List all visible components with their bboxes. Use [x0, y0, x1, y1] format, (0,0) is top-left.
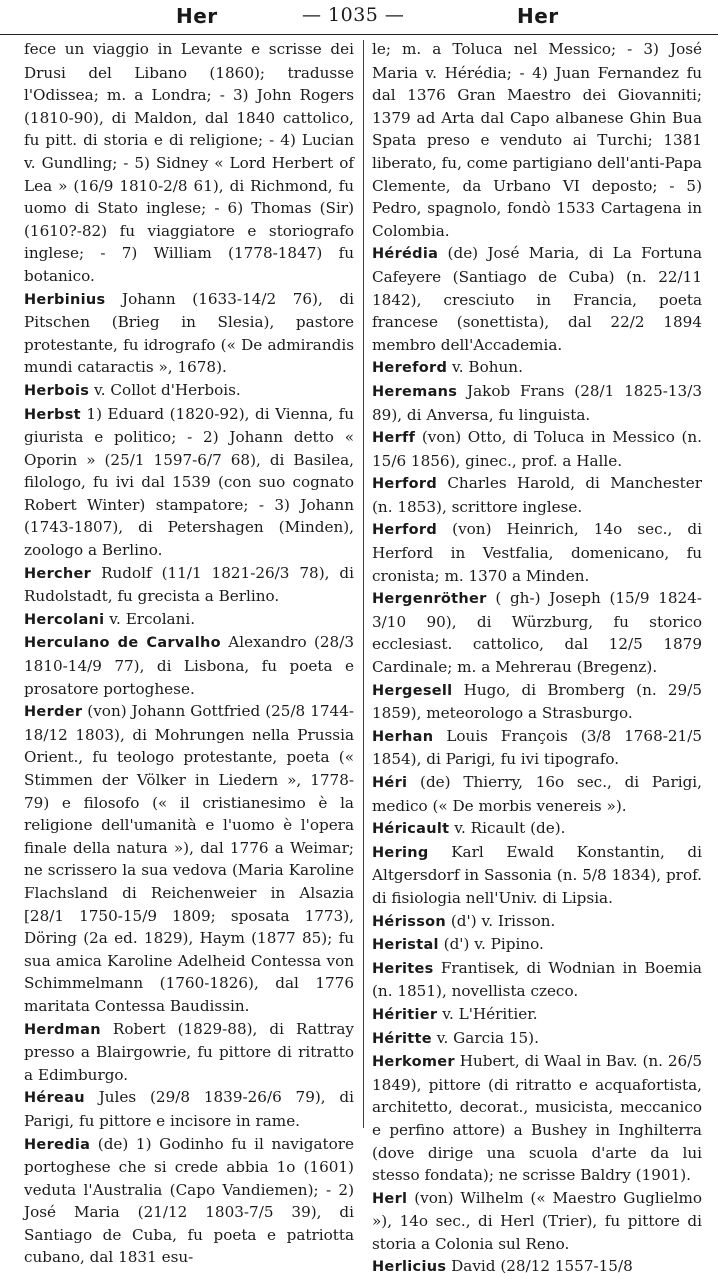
entry-headword: Heremans	[372, 383, 458, 400]
entry-text: Jules (29/8 1839-26/6 79), di Parigi, fu pittore e incisore in rame.	[24, 1088, 354, 1130]
entry-text: (de) José Maria, di La Fortuna Cafeyere (Santiago de Cuba) (n. 22/11 1842), cresciuto in Francia, poeta francese (sonettista), dal 22/2 1894 membro dell'Accademia.	[372, 244, 702, 354]
dictionary-entry	[24, 1133, 354, 1270]
dictionary-entry	[372, 1255, 702, 1279]
entry-headword: Hercher	[24, 565, 92, 582]
entry-headword: Herder	[24, 704, 83, 721]
entry-headword: Herdman	[24, 1021, 101, 1038]
entry-headword: Heristal	[372, 937, 439, 954]
column-divider	[363, 40, 364, 1128]
entry-text: Hubert, di Waal in Bav. (n. 26/5 1849), pittore (di ritratto e acquafortista, architetto, decorat., musicista, meccanico e perfino attore) a Bushey in Inghilterra (dove dirige una scuola d'arte da lui stesso fondata); ne scrisse Baldry (1901).	[372, 1052, 703, 1185]
entry-text: Hugo, di Bromberg (n. 29/5 1859), meteorologo a Strasburgo.	[372, 680, 702, 723]
entry-headword: Herkomer	[372, 1054, 455, 1071]
dictionary-entry	[372, 472, 702, 518]
dictionary-entry	[372, 587, 702, 678]
entry-headword: Herford	[372, 522, 438, 539]
running-head-left: Her	[176, 4, 218, 28]
entry-headword: Hering	[372, 844, 429, 861]
entry-headword: Héricault	[372, 821, 450, 838]
dictionary-entry	[24, 38, 354, 288]
dictionary-entry	[372, 817, 702, 841]
entry-text: 1) Eduard (1820-92), di Vienna, fu giurista e politico; - 2) Johann detto « Oporin » (25/1 1597-6/7 68), di Basilea, filologo, fu ivi dal 1539 (con suo cognato Robert Winter) stampatore; - 3) Johann (1743-1807), di Petershagen (Minden), zoologo a Berlino.	[24, 404, 354, 560]
entry-headword: Héri	[372, 775, 408, 791]
dictionary-entry	[372, 933, 702, 957]
entry-text: Jakob Frans (28/1 1825-13/3 89), di Anversa, fu linguista.	[372, 381, 702, 424]
dictionary-entry	[24, 608, 354, 632]
dictionary-entry	[24, 1018, 354, 1087]
entry-headword: Herbinius	[24, 291, 106, 308]
entry-headword: Herford	[372, 476, 438, 493]
entry-text: Johann (1633-14/2 76), di Pitschen (Brieg in Slesia), pastore protestante, fu idrografo (« De admirandis mundi cataractis », 1678).	[24, 289, 354, 377]
entry-headword: Herl	[372, 1190, 408, 1207]
entry-headword: Herhan	[372, 728, 434, 745]
entry-text: (von) Johann Gottfried (25/8 1744-18/12 1803), di Mohrungen nella Prussia Orient., fu teologo protestante, poeta (« Stimmen der Völker in Liedern », 1778-79) e filosofo (« il cristianesimo è la religione dell'umanità e l'uomo è l'opera finale della natura »), dal 1776 a Weimar; ne scrissero la sua vedova (Maria Karoline Flachsland di Reichenweier in Alsazia [28/1 1750-15/9 1809; sposata 1773), Döring (2a ed. 1829), Haym (1877 85); fu sua amica Karoline Adelheid Contessa von Schimmelmann (1760-1826), dal 1776 maritata Contessa Baudissin.	[24, 702, 355, 1015]
entry-text: (d') v. Pipino.	[443, 935, 544, 954]
entry-headword: Herff	[372, 430, 416, 447]
entry-headword: Hérisson	[372, 913, 447, 930]
dictionary-entry	[24, 562, 354, 608]
entry-text: v. Collot d'Herbois.	[94, 380, 241, 399]
entry-text: v. Ercolani.	[109, 609, 196, 628]
dictionary-entry	[372, 910, 702, 934]
entry-text: (von) Wilhelm (« Maestro Guglielmo »), 14o sec., di Herl (Trier), fu pittore di storia a Colonia sul Reno.	[372, 1188, 703, 1253]
dictionary-entry	[372, 38, 702, 242]
entry-text: (d') v. Irisson.	[450, 911, 556, 930]
left-column	[24, 38, 355, 1267]
entry-text: Rudolf (11/1 1821-26/3 78), di Rudolstadt, fu grecista a Berlino.	[24, 563, 355, 606]
entry-text: Louis François (3/8 1768-21/5 1854), di Parigi, fu ivi tipografo.	[372, 726, 702, 769]
dictionary-entry	[24, 631, 354, 700]
entry-text: Alexandro (28/3 1810-14/9 77), di Lisbona, fu poeta e prosatore portoghese.	[24, 633, 354, 698]
entry-headword: Hercolani	[24, 611, 105, 628]
entry-headword: Heredia	[24, 1136, 91, 1153]
dictionary-entry	[372, 1027, 702, 1051]
dictionary-entry	[372, 679, 702, 725]
entry-text: v. Bohun.	[451, 358, 523, 377]
dictionary-entry	[372, 242, 702, 356]
dictionary-entry	[24, 379, 354, 403]
dictionary-entry	[372, 841, 702, 910]
dictionary-entry	[372, 426, 702, 472]
entry-headword: Hergenröther	[372, 591, 487, 608]
dictionary-entry	[372, 1050, 702, 1187]
entry-headword: Hergesell	[372, 682, 453, 699]
entry-headword: Herculano de Carvalho	[24, 635, 221, 652]
entry-text: Frantisek, di Wodnian in Boemia (n. 1851), novellista czeco.	[372, 958, 702, 1001]
dictionary-entry	[372, 380, 702, 426]
entry-text: v. L'Héritier.	[442, 1004, 538, 1023]
dictionary-entry	[372, 356, 702, 380]
entry-text: (von) Otto, di Toluca in Messico (n. 15/6 1856), ginec., prof. a Halle.	[372, 428, 702, 470]
entry-headword: Herbst	[24, 406, 81, 423]
entry-text: Charles Harold, di Manchester (n. 1853), scrittore inglese.	[372, 474, 702, 516]
dictionary-entry	[372, 725, 702, 771]
dictionary-entry	[372, 1003, 702, 1027]
page-header	[0, 0, 718, 35]
entry-text: le; m. a Toluca nel Messico; - 3) José Maria v. Hérédia; - 4) Juan Fernandez fu dal 1376 Gran Maestro dei Giovanniti; 1379 ad Arta dal Capo albanese Ghin Bua Spata preso e venduto ai Turchi; 1381 liberato, fu, come partigiano dell'anti-Papa Clemente, da Urbano VI deposto; - 5) Pedro, spagnolo, fondò 1533 Cartagena in Colombia.	[372, 40, 702, 240]
dictionary-entry	[24, 700, 354, 1017]
entry-headword: Héritier	[372, 1006, 438, 1023]
dictionary-entry	[372, 957, 702, 1003]
dictionary-entry	[372, 1187, 702, 1256]
dictionary-entry	[372, 771, 702, 817]
entry-text: v. Ricault (de).	[454, 819, 566, 838]
dictionary-entry	[24, 288, 354, 379]
entry-headword: Herlicius	[372, 1259, 447, 1276]
entry-text: (de) Thierry, 16o sec., di Parigi, medico (« De morbis venereis »).	[372, 773, 702, 815]
entry-text: David (28/12 1557-15/8	[451, 1257, 633, 1276]
right-column	[372, 38, 703, 1276]
entry-text: (de) 1) Godinho fu il navigatore portoghese che si crede abbia 1o (1601) veduta l'Australia (Capo Vandiemen); - 2) José Maria (21/12 1803-7/5 39), di Santiago de Cuba, fu poeta e patriotta cubano, dal 1831 esu-	[24, 1134, 355, 1267]
entry-text: fece un viaggio in Levante e scrisse dei Drusi del Libano (1860); tradusse l'Odissea; m. a Londra; - 3) John Rogers (1810-90), di Maldon, dal 1840 cattolico, fu pitt. di storia e di religione; - 4) Lucian v. Gundling; - 5) Sidney « Lord Herbert of Lea » (16/9 1810-2/8 61), di Richmond, fu uomo di Stato inglese; - 6) Thomas (Sir) (1610?-82) fu viaggiatore e storiografo inglese; - 7) William (1778-1847) fu botanico.	[24, 40, 354, 285]
entry-text: (von) Heinrich, 14o sec., di Herford in Vestfalia, domenicano, fu cronista; m. 1370 a Minden.	[372, 520, 703, 585]
entry-text: Karl Ewald Konstantin, di Altgersdorf in Sassonia (n. 5/8 1834), prof. di fisiologia nell'Univ. di Lipsia.	[372, 842, 703, 907]
dictionary-entry	[24, 403, 354, 562]
entry-headword: Herbois	[24, 382, 90, 399]
entry-headword: Héreau	[24, 1090, 85, 1107]
entry-headword: Héritte	[372, 1030, 432, 1047]
dictionary-entry	[24, 1086, 354, 1132]
entry-headword: Hereford	[372, 360, 448, 377]
running-head-right: Her	[517, 4, 559, 28]
entry-text: v. Garcia 15).	[436, 1028, 539, 1047]
entry-headword: Herites	[372, 960, 434, 977]
page-number: — 1035 —	[302, 4, 405, 26]
entry-text: Robert (1829-88), di Rattray presso a Blairgowrie, fu pittore di ritratto a Edimburgo.	[24, 1019, 354, 1084]
entry-headword: Hérédia	[372, 246, 439, 263]
entry-text: ( gh-) Joseph (15/9 1824-3/10 90), di Würzburg, fu storico ecclesiast. cattolico, dal 12/5 1879 Cardinale; m. a Mehrerau (Bregenz).	[372, 589, 702, 677]
dictionary-entry	[372, 518, 702, 587]
